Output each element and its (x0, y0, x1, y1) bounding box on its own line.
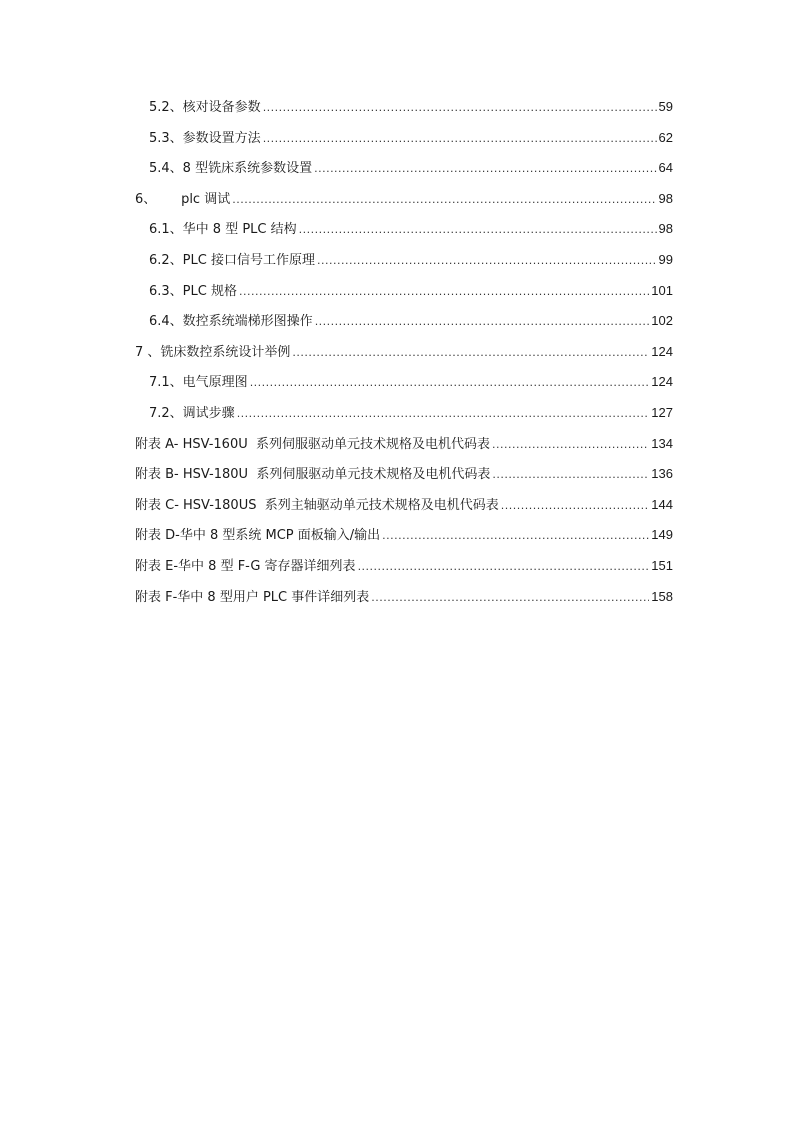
toc-dot-leader (492, 464, 649, 486)
toc-entry-page: 136 (651, 466, 673, 482)
toc-entry[interactable] (135, 249, 673, 280)
toc-entry-page: 124 (651, 343, 673, 359)
toc-entry-page: 59 (658, 99, 673, 114)
toc-entry-page: 127 (651, 404, 673, 420)
toc-dot-leader (239, 281, 649, 303)
toc-entry-page: 134 (651, 435, 673, 451)
toc-entry-title: 5.2、核对设备参数 (149, 100, 261, 115)
toc-dot-leader (250, 372, 650, 394)
toc-dot-leader (292, 342, 649, 364)
toc-entry[interactable] (135, 433, 673, 464)
toc-entry[interactable] (135, 310, 673, 341)
toc-entry-title: 附表 B- HSV-180U 系列伺服驱动单元技术规格及电机代码表 (135, 467, 491, 483)
toc-entry[interactable] (135, 157, 673, 188)
toc-entry-title: 5.3、参数设置方法 (149, 130, 261, 146)
toc-dot-leader (263, 97, 657, 119)
toc-entry-page: 64 (658, 160, 673, 176)
toc-entry-page: 124 (651, 374, 673, 390)
toc-entry-page: 102 (651, 313, 673, 329)
toc-entry-title: 6.4、数控系统端梯形图操作 (149, 314, 313, 330)
toc-entry-title: 6、 plc 调试 (135, 191, 231, 207)
toc-entry[interactable] (135, 463, 673, 494)
table-of-contents (135, 96, 673, 616)
toc-entry[interactable] (135, 371, 673, 402)
toc-entry[interactable] (135, 341, 673, 372)
toc-entry[interactable] (135, 555, 673, 586)
toc-entry-title: 6.1、华中 8 型 PLC 结构 (149, 222, 297, 238)
toc-dot-leader (358, 556, 650, 578)
toc-entry-page: 99 (658, 251, 673, 267)
toc-dot-leader (314, 158, 656, 180)
toc-dot-leader (299, 219, 657, 241)
toc-entry[interactable] (135, 96, 673, 127)
toc-dot-leader (371, 587, 649, 609)
toc-entry-page: 158 (651, 588, 673, 604)
toc-dot-leader (232, 189, 656, 211)
toc-dot-leader (237, 403, 650, 425)
toc-entry-page: 149 (651, 527, 673, 543)
toc-dot-leader (263, 128, 657, 150)
toc-entry-title: 附表 C- HSV-180US 系列主轴驱动单元技术规格及电机代码表 (135, 497, 499, 513)
toc-entry[interactable] (135, 586, 673, 617)
toc-entry-page: 101 (651, 282, 673, 298)
toc-entry[interactable] (135, 188, 673, 219)
toc-entry-title: 附表 E-华中 8 型 F-G 寄存器详细列表 (135, 558, 356, 574)
toc-entry[interactable] (135, 494, 673, 525)
toc-entry-page: 98 (658, 221, 673, 237)
toc-entry[interactable] (135, 524, 673, 555)
toc-entry-title: 附表 A- HSV-160U 系列伺服驱动单元技术规格及电机代码表 (135, 436, 491, 452)
toc-entry[interactable] (135, 127, 673, 158)
toc-entry[interactable] (135, 280, 673, 311)
toc-entry-title: 附表 F-华中 8 型用户 PLC 事件详细列表 (135, 589, 370, 605)
toc-dot-leader (501, 495, 650, 517)
toc-entry-title: 附表 D-华中 8 型系统 MCP 面板输入/输出 (135, 528, 381, 544)
toc-entry-title: 7 、铣床数控系统设计举例 (135, 344, 291, 360)
toc-dot-leader (382, 525, 649, 547)
toc-entry[interactable] (135, 218, 673, 249)
toc-entry-page: 144 (651, 496, 673, 512)
toc-entry[interactable] (135, 402, 673, 433)
toc-entry-page: 98 (658, 190, 673, 206)
toc-entry-title: 5.4、8 型铣床系统参数设置 (149, 161, 313, 177)
toc-dot-leader (317, 250, 657, 272)
toc-dot-leader (492, 434, 649, 456)
toc-entry-title: 7.2、调试步骤 (149, 405, 235, 421)
toc-entry-title: 7.1、电气原理图 (149, 375, 248, 391)
toc-entry-title: 6.2、PLC 接口信号工作原理 (149, 252, 315, 268)
toc-dot-leader (315, 311, 650, 333)
toc-entry-page: 151 (651, 557, 673, 573)
toc-entry-page: 62 (658, 129, 673, 145)
toc-entry-title: 6.3、PLC 规格 (149, 283, 237, 299)
